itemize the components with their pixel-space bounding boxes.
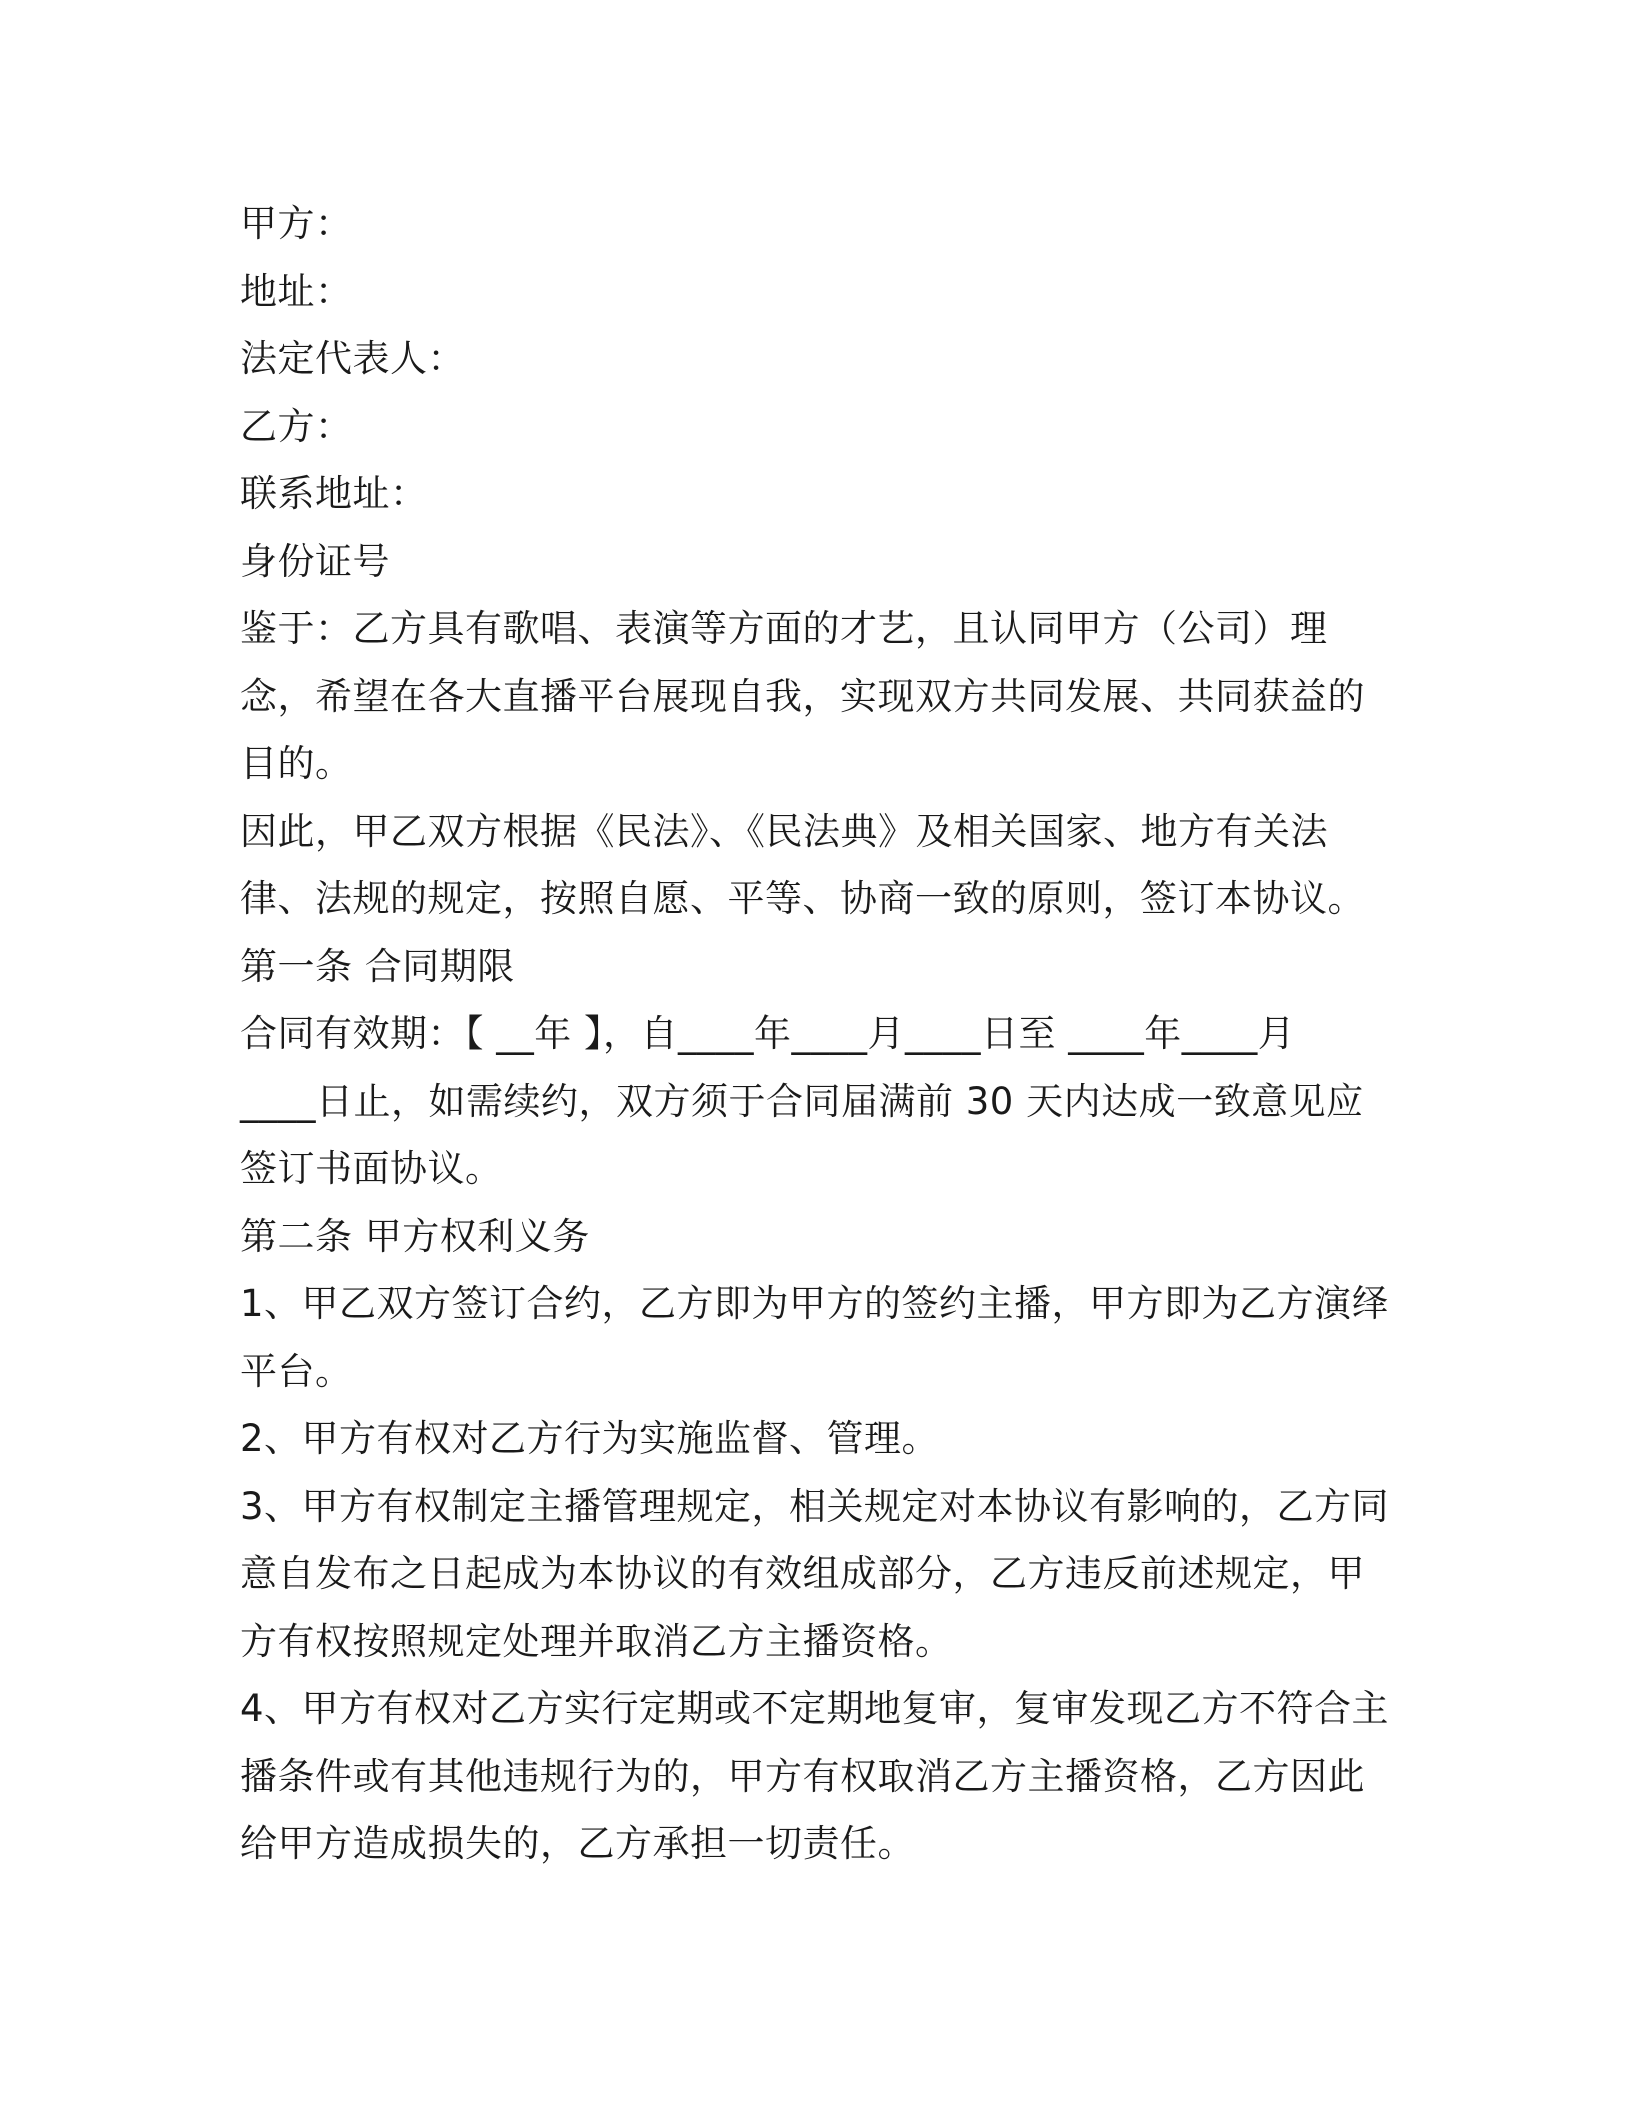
party-b-line: 乙方：	[240, 404, 353, 448]
clause-4-line-1: 4、甲方有权对乙方实行定期或不定期地复审，复审发现乙方不符合主	[240, 1687, 1390, 1730]
contact-address-line: 联系地址：	[240, 472, 428, 515]
address-line: 地址：	[240, 269, 353, 313]
clause-1-line-1: 1、甲乙双方签订合约，乙方即为甲方的签约主播，甲方即为乙方演绎	[240, 1282, 1390, 1325]
clause-4-line-3: 给甲方造成损失的，乙方承担一切责任。	[240, 1822, 915, 1865]
term-line-3: 签订书面协议。	[240, 1147, 503, 1190]
whereas-line-2: 念，希望在各大直播平台展现自我，实现双方共同发展、共同获益的	[240, 674, 1365, 718]
term-line-2: ____日止，如需续约，双方须于合同届满前 30 天内达成一致意见应	[240, 1079, 1364, 1123]
document-page	[240, 190, 1390, 1878]
clause-3-line-3: 方有权按照规定处理并取消乙方主播资格。	[240, 1619, 953, 1663]
article-1-heading: 第一条 合同期限	[240, 944, 515, 988]
clause-3-line-2: 意自发布之日起成为本协议的有效组成部分，乙方违反前述规定，甲	[240, 1552, 1365, 1595]
clause-1-line-2: 平台。	[240, 1349, 353, 1393]
whereas-line-1: 鉴于：乙方具有歌唱、表演等方面的才艺，且认同甲方（公司）理	[240, 607, 1328, 650]
id-number-line: 身份证号	[240, 539, 390, 583]
basis-line-1: 因此，甲乙双方根据《民法》、《民法典》及相关国家、地方有关法	[240, 809, 1328, 853]
party-a-line: 甲方：	[240, 202, 353, 245]
clause-2-line-1: 2、甲方有权对乙方行为实施监督、管理。	[240, 1417, 940, 1460]
term-line-1: 合同有效期：【 __年 】，自____年____月____日至 ____年____月	[240, 1012, 1296, 1055]
article-2-heading: 第二条 甲方权利义务	[240, 1214, 590, 1258]
basis-line-2: 律、法规的规定，按照自愿、平等、协商一致的原则，签订本协议。	[240, 877, 1365, 920]
clause-4-line-2: 播条件或有其他违规行为的，甲方有权取消乙方主播资格，乙方因此	[240, 1754, 1365, 1798]
legal-representative-line: 法定代表人：	[240, 337, 465, 380]
clause-3-line-1: 3、甲方有权制定主播管理规定，相关规定对本协议有影响的，乙方同	[240, 1484, 1390, 1528]
whereas-line-3: 目的。	[240, 742, 353, 785]
